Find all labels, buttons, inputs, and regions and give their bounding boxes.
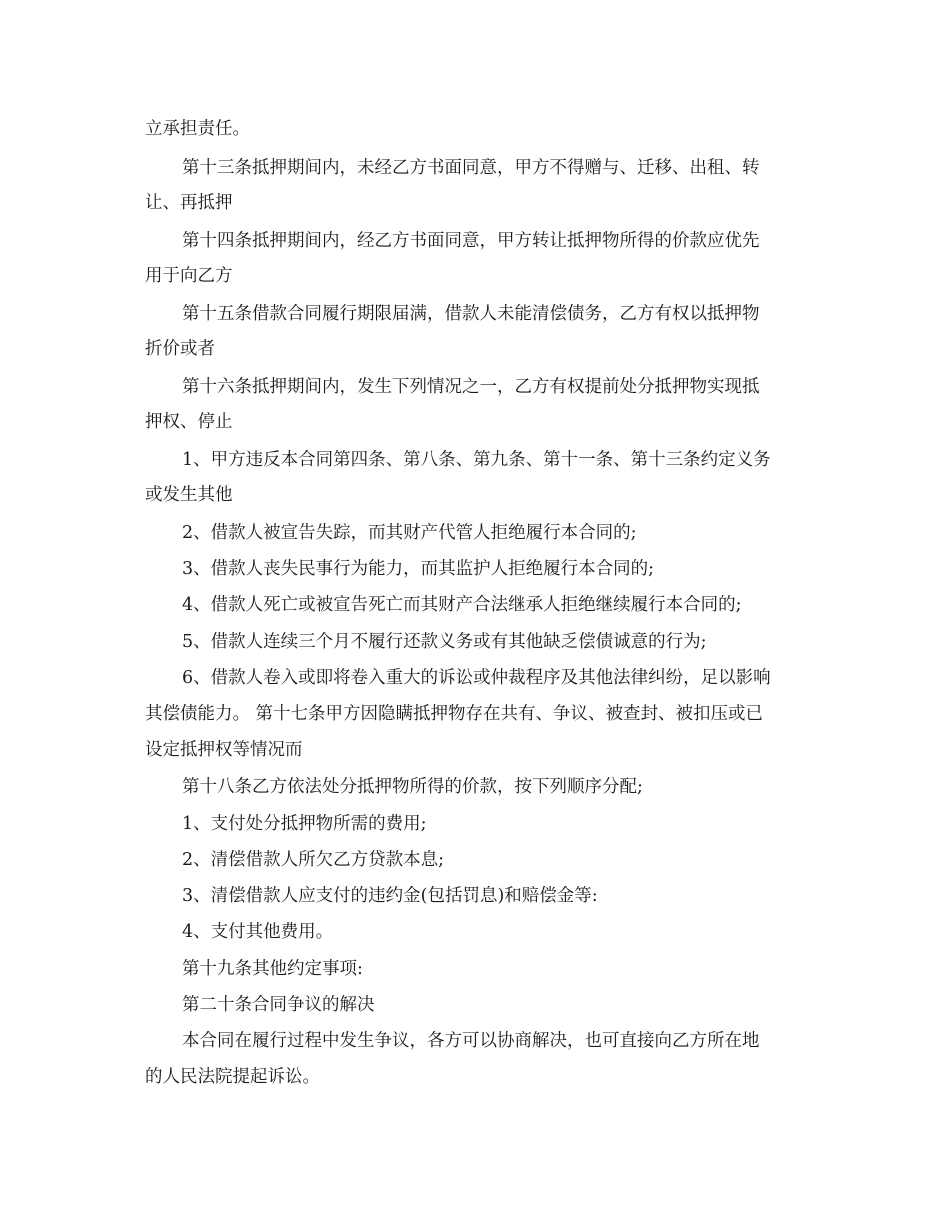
text-line: 2、借款人被宣告失踪，而其财产代管人拒绝履行本合同的;	[182, 523, 637, 543]
text-line: 3、清偿借款人应支付的违约金(包括罚息)和赔偿金等:	[182, 886, 598, 906]
text-line: 立承担责任。	[145, 119, 250, 139]
text-line: 折价或者	[145, 339, 215, 359]
text-line: 4、支付其他费用。	[182, 922, 334, 942]
text-line: 第二十条合同争议的解决	[182, 995, 375, 1015]
text-line: 让、再抵押	[145, 193, 233, 213]
text-line: 或发生其他	[145, 485, 233, 505]
text-line: 1、甲方违反本合同第四条、第八条、第九条、第十一条、第十三条约定义务	[182, 450, 771, 470]
text-line: 4、借款人死亡或被宣告死亡而其财产合法继承人拒绝继续履行本合同的;	[182, 595, 742, 615]
text-line: 用于向乙方	[145, 266, 233, 286]
text-line: 5、借款人连续三个月不履行还款义务或有其他缺乏偿债诚意的行为;	[182, 632, 707, 652]
text-line: 第十八条乙方依法处分抵押物所得的价款，按下列顺序分配;	[182, 777, 643, 797]
text-line: 押权、停止	[145, 412, 233, 432]
text-line: 第十四条抵押期间内，经乙方书面同意，甲方转让抵押物所得的价款应优先	[182, 231, 760, 251]
text-line: 第十五条借款合同履行期限届满，借款人未能清偿债务，乙方有权以抵押物	[182, 304, 760, 324]
text-line: 的人民法院提起诉讼。	[145, 1067, 320, 1087]
text-line: 3、借款人丧失民事行为能力，而其监护人拒绝履行本合同的;	[182, 559, 655, 579]
text-line: 第十六条抵押期间内，发生下列情况之一，乙方有权提前处分抵押物实现抵	[182, 377, 760, 397]
text-line: 1、支付处分抵押物所需的费用;	[182, 814, 427, 834]
text-line: 第十三条抵押期间内，未经乙方书面同意，甲方不得赠与、迁移、出租、转	[182, 158, 760, 178]
text-line: 设定抵押权等情况而	[145, 740, 303, 760]
text-line: 其偿债能力。 第十七条甲方因隐瞒抵押物存在共有、争议、被查封、被扣压或已	[145, 704, 764, 724]
text-line: 6、借款人卷入或即将卷入重大的诉讼或仲裁程序及其他法律纠纷，足以影响	[182, 668, 771, 688]
text-line: 本合同在履行过程中发生争议，各方可以协商解决，也可直接向乙方所在地	[182, 1031, 760, 1051]
text-line: 第十九条其他约定事项:	[182, 959, 363, 979]
text-line: 2、清偿借款人所欠乙方贷款本息;	[182, 850, 445, 870]
